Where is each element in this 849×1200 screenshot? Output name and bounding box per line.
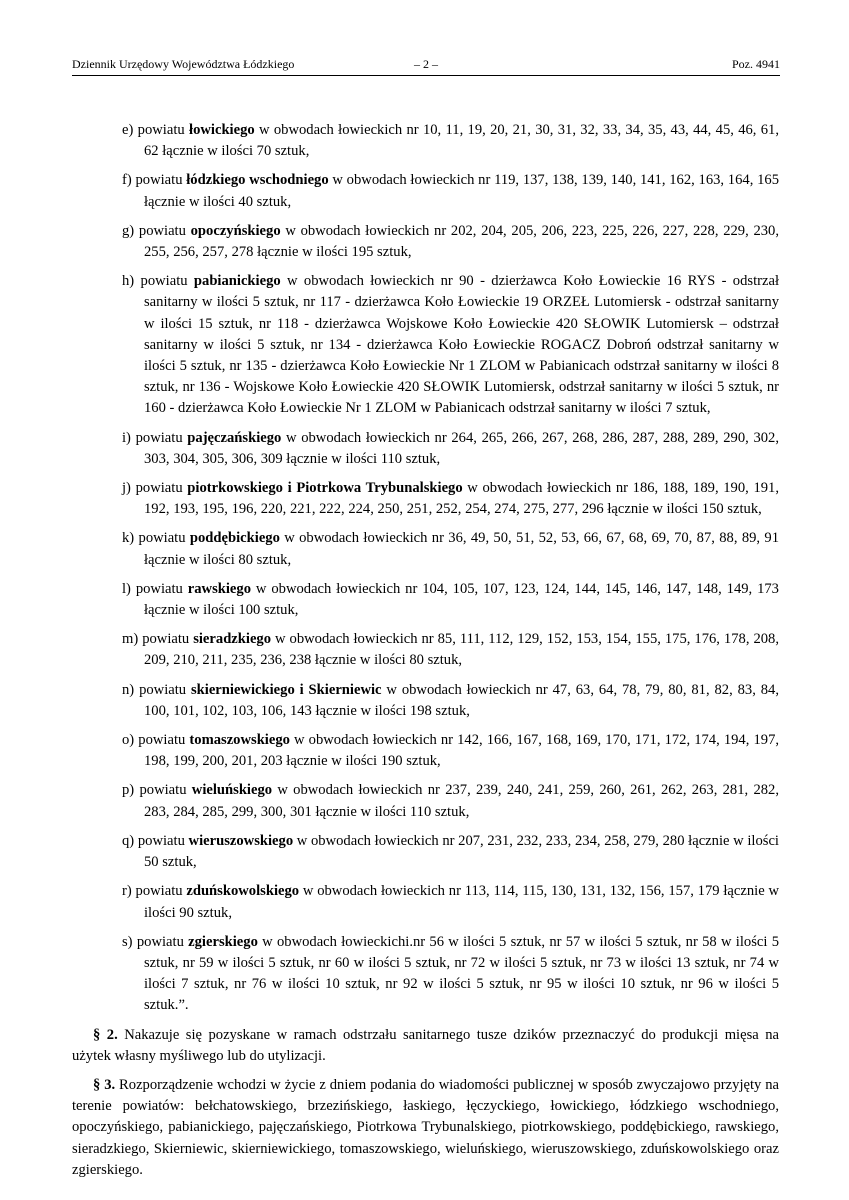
list-item-prefix: powiatu [137,122,190,138]
section-paragraph [72,1025,779,1067]
list-item [72,170,779,212]
list-item-marker: l) [122,580,131,597]
district-name: wieluńskiego [191,782,273,799]
list-item-marker: g) [122,222,135,239]
list-item [72,271,779,419]
list-item-prefix: powiatu [136,933,189,950]
document-body [72,120,779,1181]
list-item-text: w obwodach łowieckich nr 207, 231, 232, 233, 234, 258, 279, 280 łącznie w ilości 50 sztuk, [144,832,779,871]
list-item-prefix: powiatu [135,429,188,446]
list-item-marker: k) [122,530,135,547]
list-item [72,831,779,873]
list-item-text: w obwodach łowieckich nr 36, 49, 50, 51, 52, 53, 66, 67, 68, 69, 70, 87, 88, 89, 91 łącznie w ilości 80 sztuk, [144,530,779,568]
list-item-marker: i) [122,429,131,446]
district-name: zduńskowolskiego [186,883,300,900]
district-name: rawskiego [187,580,251,597]
page-header [72,56,780,72]
district-name: pabianickiego [193,273,281,290]
list-item-text: w obwodach łowieckich nr 119, 137, 138, 139, 140, 141, 162, 163, 164, 165 łącznie w ilości 40 sztuk, [144,172,779,210]
list-item-marker: m) [122,631,139,648]
list-item-marker: o) [122,732,135,749]
list-item-marker: r) [122,883,132,900]
district-name: poddębickiego [189,530,280,547]
district-name: piotrkowskiego i Piotrkowa Trybunalskiego [187,480,463,497]
list-item-text: w obwodach łowieckich nr 47, 63, 64, 78, 79, 80, 81, 82, 83, 84, 100, 101, 102, 103, 106, 143 łącznie w ilości 198 sztuk, [144,681,779,719]
list-item-prefix: powiatu [135,883,187,900]
list-item-prefix: powiatu [142,631,194,648]
list-item-prefix: powiatu [135,580,188,597]
list-item-marker: j) [122,480,131,497]
list-item-prefix: powiatu [139,782,192,799]
list-item-text: w obwodach łowieckich nr 113, 114, 115, 130, 131, 132, 156, 157, 179 łącznie w ilości 90 sztuk, [144,883,780,921]
section-label: § 3. [93,1076,116,1093]
list-item [72,780,779,822]
section-text: Nakazuje się pozyskane w ramach odstrzału sanitarnego tusze dzików przeznaczyć do produkcji mięsa na użytek własny myśliwego lub do utylizacji. [72,1026,780,1064]
list-item-prefix: powiatu [138,530,190,547]
list-item [72,579,779,621]
list-item [72,528,779,570]
district-name: zgierskiego [188,933,258,950]
list-item-text: w obwodach łowieckich nr 186, 188, 189, 190, 191, 192, 193, 195, 196, 220, 221, 222, 224, 250, 251, 252, 254, 274, 275, 277, 296 łącznie w ilości 150 sztuk, [144,480,779,518]
district-name: pajęczańskiego [187,429,282,446]
list-item-text: w obwodach łowieckich nr 90 - dzierżawca Koło Łowieckie 16 RYS - odstrzał sanitarny w ilości 5 sztuk, nr 117 - dzierżawca Koło Łowieckie 19 ORZEŁ Lutomiersk - odstrzał sanitarny w ilości 15 sztuk, nr 118 - dzierżawca Wojskowe Koło Łowieckie 420 SŁOWIK Lutomiersk – odstrzał sanitarny w ilości 5 sztuk, nr 134 - dzierżawca Koło Łowieckie ROGACZ Dobroń odstrzał sanitarny w ilości 5 sztuk, nr 135 - dzierżawca Koło Łowieckie Nr 1 ZLOM w Pabianicach odstrzał sanitarny w ilości 8 sztuk, nr 136 - Wojskowe Koło Łowieckie 420 SŁOWIK Lutomiersk, odstrzał sanitarny w ilości 5 sztuk, nr 160 - dzierżawca Koło Łowieckie Nr 1 ZLOM w Pabianicach odstrzał sanitarny w ilości 7 sztuk, [144,273,779,417]
district-name: opoczyńskiego [190,222,281,239]
list-item [72,730,779,772]
district-name: łódzkiego wschodniego [186,172,329,189]
list-item-text: w obwodach łowieckich nr 202, 204, 205, 206, 223, 225, 226, 227, 228, 229, 230, 255, 256, 257, 278 łącznie w ilości 195 sztuk, [144,222,779,261]
paragraphs [72,1025,779,1181]
district-name: skierniewickiego i Skierniewic [190,681,382,698]
journal-title: Dziennik Urzędowy Województwa Łódzkiego [72,57,295,71]
list-item-prefix: powiatu [135,172,187,189]
district-name: sieradzkiego [193,631,272,648]
list-item-text: w obwodach łowieckich nr 264, 265, 266, 267, 268, 286, 287, 288, 289, 290, 302, 303, 304, 305, 306, 309 łącznie w ilości 110 sztuk, [144,429,779,467]
list-item [72,680,779,722]
list-item-prefix: powiatu [138,732,190,749]
list-item [72,221,779,263]
list-item-marker: n) [122,681,135,698]
list-item-text: w obwodach łowieckich nr 237, 239, 240, 241, 259, 260, 261, 262, 263, 281, 282, 283, 284, 285, 299, 300, 301 łącznie w ilości 110 sztuk, [144,782,780,820]
list-item [72,120,779,162]
list-item [72,932,779,1017]
section-text: Rozporządzenie wchodzi w życie z dniem podania do wiadomości publicznej w sposób zwyczajowo przyjęty na terenie powiatów: bełchatowskiego, brzezińskiego, łaskiego, łęczyckiego, łowickiego, łódzkiego wschodniego, opoczyńskiego, pabianickiego, pajęczańskiego, Piotrkowa Trybunalskiego, piotrkowskiego, poddębickiego, rawskiego, sieradzkiego, Skierniewic, skierniewickiego, tomaszowskiego, wieluńskiego, wieruszowskiego, zduńskowolskiego oraz zgierskiego. [72,1076,779,1178]
list-item-text: w obwodach łowieckich nr 104, 105, 107, 123, 124, 144, 145, 146, 147, 148, 149, 173 łącznie w ilości 100 sztuk, [144,580,779,619]
list-item-text: w obwodach łowieckich nr 10, 11, 19, 20, 21, 30, 31, 32, 33, 34, 35, 43, 44, 45, 46, 61, 62 łącznie w ilości 70 sztuk, [144,122,779,160]
list-item-prefix: powiatu [138,222,191,239]
list-item-prefix: powiatu [135,480,188,497]
header-rule [72,75,780,76]
list-item [72,629,779,671]
section-paragraph [72,1075,779,1181]
position-number: Poz. 4941 [732,57,780,71]
list-item-marker: s) [122,933,133,950]
district-name: łowickiego [189,122,255,138]
list-item [72,881,779,923]
list-item [72,428,779,470]
list-item-prefix: powiatu [140,273,194,290]
district-name: tomaszowskiego [189,732,290,749]
list-item-prefix: powiatu [139,681,191,698]
page-number: – 2 – [414,57,438,71]
district-list [72,120,779,1017]
list-item-marker: h) [122,273,135,290]
list-item-marker: f) [122,172,132,189]
list-item-text: w obwodach łowieckichi.nr 56 w ilości 5 sztuk, nr 57 w ilości 5 sztuk, nr 58 w ilości 5 sztuk, nr 59 w ilości 5 sztuk, nr 60 w ilości 5 sztuk, nr 72 w ilości 5 sztuk, nr 73 w ilości 13 sztuk, nr 74 w ilości 7 sztuk, nr 76 w ilości 10 sztuk, nr 92 w ilości 5 sztuk, nr 95 w ilości 10 sztuk, nr 96 w ilości 5 sztuk.”. [144,933,780,1014]
section-label: § 2. [93,1026,118,1043]
list-item-prefix: powiatu [137,832,189,849]
list-item-text: w obwodach łowieckich nr 142, 166, 167, 168, 169, 170, 171, 172, 174, 194, 197, 198, 199, 200, 201, 203 łącznie w ilości 190 sztuk, [144,732,780,770]
district-name: wieruszowskiego [188,832,294,849]
list-item-marker: e) [122,122,134,138]
list-item [72,478,779,520]
list-item-marker: q) [122,832,135,849]
list-item-marker: p) [122,782,135,799]
list-item-text: w obwodach łowieckich nr 85, 111, 112, 129, 152, 153, 154, 155, 175, 176, 178, 208, 209, 210, 211, 235, 236, 238 łącznie w ilości 80 sztuk, [144,631,779,669]
